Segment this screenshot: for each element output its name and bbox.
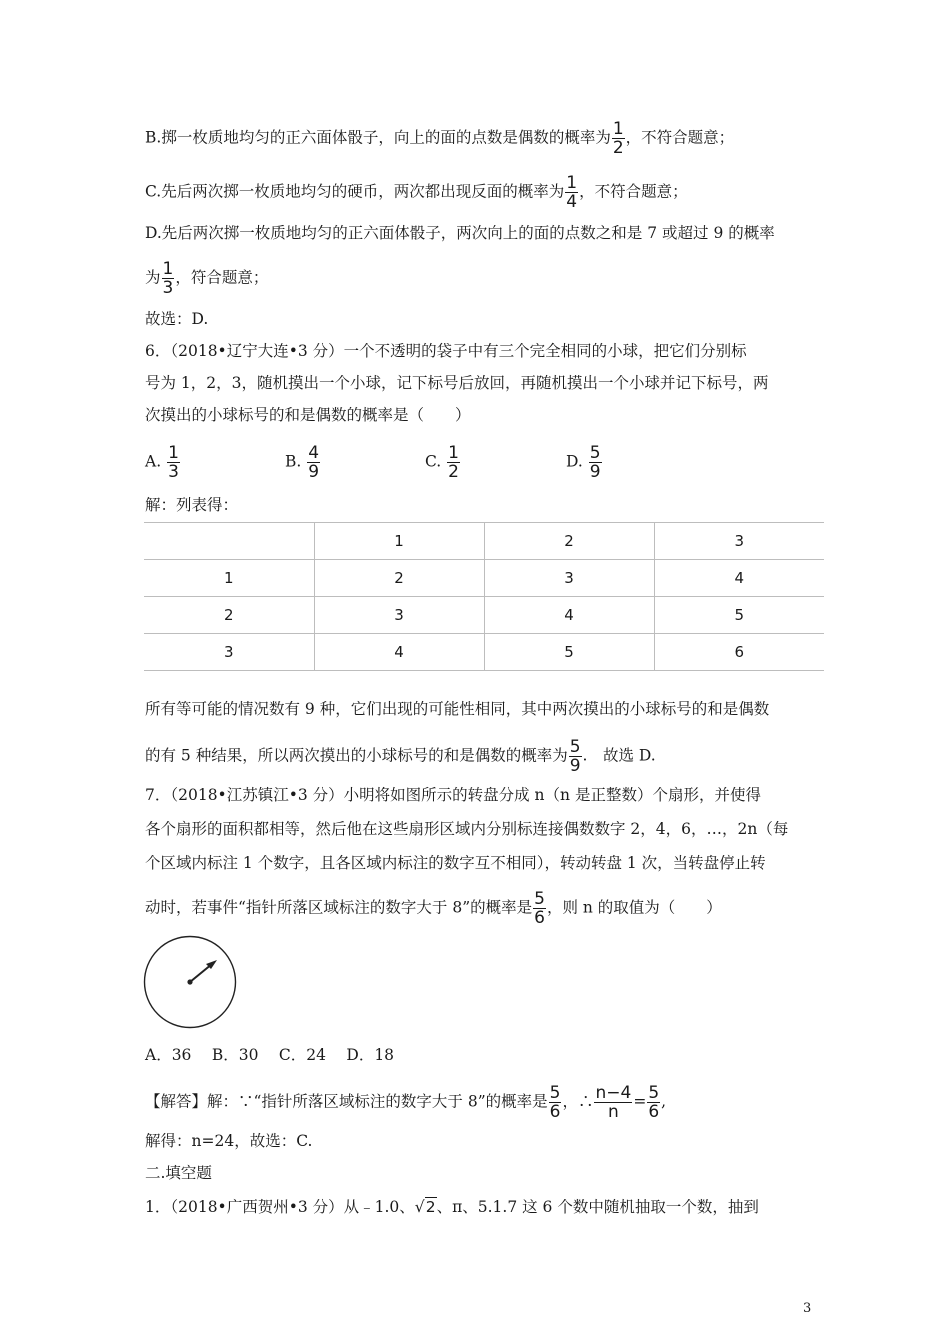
table-row xyxy=(144,634,824,671)
table-cell: 4 xyxy=(484,597,654,634)
table-cell: 2 xyxy=(484,523,654,560)
fraction: $\frac{5}{9}$ xyxy=(569,737,581,776)
q6-line1: 6．（2018•辽宁大连•3 分）一个不透明的袋子中有三个完全相同的小球，把它们分别标 xyxy=(145,342,747,360)
table-row xyxy=(144,597,824,634)
q6-explanation-2: 的有 5 种结果，所以两次摸出的小球标号的和是偶数的概率为 $\frac{5}{9}$ . 故选 D. xyxy=(145,737,656,776)
table-cell: 3 xyxy=(314,597,484,634)
option-c: C.先后两次掷一枚质地均匀的硬币，两次都出现反面的概率为 $\frac{1}{4}$ ，不符合题意； xyxy=(145,173,688,212)
q7-line4: 动时，若事件“指针所落区域标注的数字大于 8”的概率是 $\frac{5}{6}$ ，则 n 的取值为（ ） xyxy=(145,889,722,928)
fraction: $\frac{1}{4}$ xyxy=(566,173,578,212)
fraction: $\frac{4}{9}$ xyxy=(308,443,320,482)
table-cell: 6 xyxy=(654,634,824,671)
fraction: $\frac{1}{3}$ xyxy=(168,443,179,482)
option-d-line1: D.先后两次掷一枚质地均匀的正六面体骰子，两次向上的面的点数之和是 7 或超过 9 的概率 xyxy=(145,224,775,242)
q7-line2: 各个扇形的面积都相等，然后他在这些扇形区域内分别标连接偶数数字 2，4，6，…，2n（每 xyxy=(145,820,789,838)
fraction: $\frac{n-4}{n}$ xyxy=(595,1083,632,1122)
sum-table xyxy=(144,522,824,671)
q6-choice-b: B. $\frac{4}{9}$ xyxy=(285,443,320,482)
option-b: B.掷一枚质地均匀的正六面体骰子，向上的面的点数是偶数的概率为 $\frac{1}{2}$ ，不符合题意； xyxy=(145,119,735,158)
table-cell: 5 xyxy=(654,597,824,634)
page-number: 3 xyxy=(803,1301,812,1316)
q6-choice-c: C. $\frac{1}{2}$ xyxy=(425,443,459,482)
fraction: $\frac{5}{9}$ xyxy=(589,443,601,482)
spinner-figure xyxy=(143,935,237,1029)
q7-choices: A．36 B．30 C．24 D．18 xyxy=(145,1046,395,1064)
q7-answer: 【解答】解：∵“指针所落区域标注的数字大于 8”的概率是 $\frac{5}{6}$ ，∴ $\frac{n-4}{n}$ = $\frac{5}{6}$ , xyxy=(145,1083,667,1122)
fraction: $\frac{1}{3}$ xyxy=(162,259,174,298)
table-cell: 3 xyxy=(144,634,314,671)
q7-result: 解得：n=24，故选：C. xyxy=(145,1132,313,1150)
table-cell: 1 xyxy=(144,560,314,597)
q6-choice-a: A. $\frac{1}{3}$ xyxy=(145,443,179,482)
q6-line3: 次摸出的小球标号的和是偶数的概率是（ ） xyxy=(145,406,471,424)
q1-line1: 1．（2018•广西贺州•3 分）从﹣1.0、√2、π、5.1.7 这 6 个数中随机抽取一个数，抽到 xyxy=(145,1198,759,1216)
table-cell: 4 xyxy=(654,560,824,597)
table-cell: 2 xyxy=(314,560,484,597)
q7-line1: 7．（2018•江苏镇江•3 分）小明将如图所示的转盘分成 n（n 是正整数）个扇形，并使得 xyxy=(145,786,761,804)
table-cell: 5 xyxy=(484,634,654,671)
table-cell: 4 xyxy=(314,634,484,671)
table-cell xyxy=(144,523,314,560)
q6-explanation-1: 所有等可能的情况数有 9 种，它们出现的可能性相同，其中两次摸出的小球标号的和是偶数 xyxy=(145,700,770,718)
sqrt-symbol: √2 xyxy=(414,1198,436,1216)
q6-solution-intro: 解：列表得： xyxy=(145,496,239,514)
section-title: 二.填空题 xyxy=(145,1164,212,1182)
table-row xyxy=(144,560,824,597)
table-cell: 3 xyxy=(484,560,654,597)
fraction: $\frac{5}{6}$ xyxy=(534,889,545,928)
fraction: $\frac{1}{2}$ xyxy=(612,119,624,158)
q6-choice-d: D. $\frac{5}{9}$ xyxy=(566,443,601,482)
option-d-line2: 为 $\frac{1}{3}$ ，符合题意； xyxy=(145,259,269,298)
q6-line2: 号为 1，2，3，随机摸出一个小球，记下标号后放回，再随机摸出一个小球并记下标号，两 xyxy=(145,374,769,392)
fraction: $\frac{1}{2}$ xyxy=(448,443,459,482)
q7-line3: 个区域内标注 1 个数字，且各区域内标注的数字互不相同），转动转盘 1 次，当转盘停止转 xyxy=(145,854,766,872)
table-cell: 1 xyxy=(314,523,484,560)
table-cell: 2 xyxy=(144,597,314,634)
answer-5: 故选：D. xyxy=(145,310,209,328)
fraction: $\frac{5}{6}$ xyxy=(648,1083,660,1122)
table-row xyxy=(144,523,824,560)
table-cell: 3 xyxy=(654,523,824,560)
fraction: $\frac{5}{6}$ xyxy=(549,1083,561,1122)
